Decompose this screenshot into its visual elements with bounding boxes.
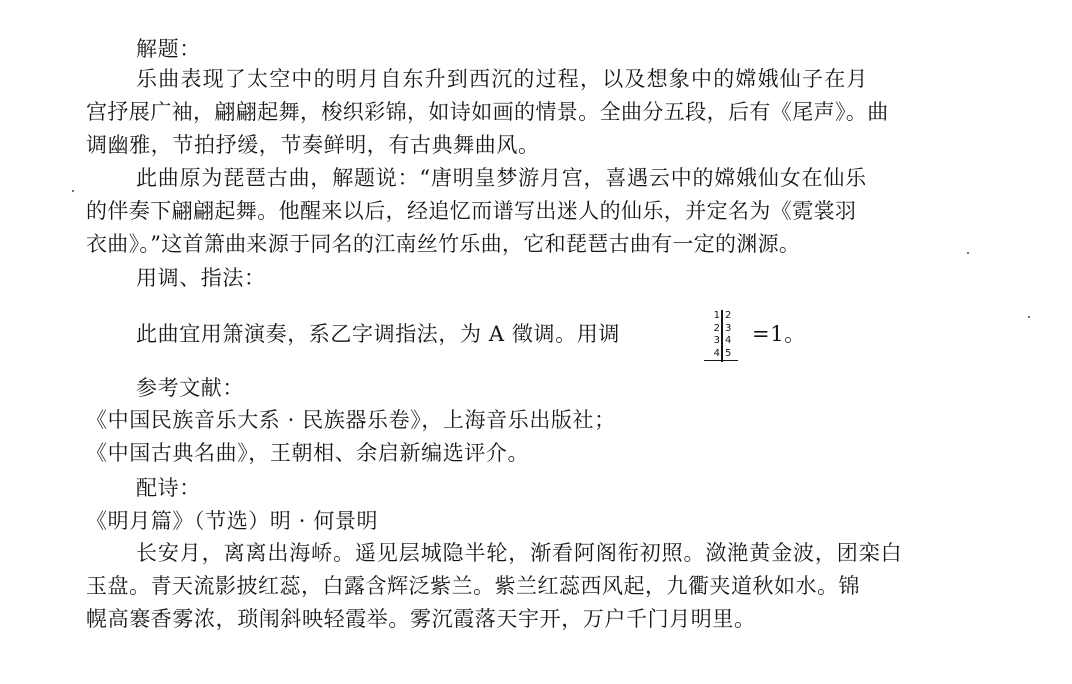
scan-speck (72, 190, 74, 192)
reference-item: 《中国古典名曲》，王朝相、余启新编选评介。 (86, 441, 530, 465)
tuning-notation (702, 310, 742, 362)
tuning-right-column (725, 310, 737, 360)
paragraph-line: 衣曲》。”这首箫曲来源于同名的江南丝竹乐曲，它和琵琶古曲有一定的渊源。 (86, 232, 801, 256)
section-heading-fingering: 用调、指法： (136, 266, 266, 290)
poem-line: 长安月，离离出海峤。遥见层城隐半轮，渐看阿阁衔初照。潋滟黄金波，团栾白 (136, 541, 903, 565)
tuning-underline (704, 360, 738, 361)
section-heading-references: 参考文献： (136, 376, 244, 400)
poem-title: 《明月篇》（节选）明 · 何景明 (86, 509, 379, 533)
scan-speck (1028, 316, 1030, 318)
poem-line: 玉盘。青天流影披红蕊，白露含辉泛紫兰。紫兰红蕊西风起，九衢夹道秋如水。锦 (86, 574, 860, 598)
scan-speck (967, 252, 969, 254)
tuning-number: 5 (725, 347, 732, 359)
tuning-divider (721, 310, 723, 362)
paragraph-line: 调幽雅，节拍抒缓，节奏鲜明，有古典舞曲风。 (86, 133, 540, 157)
tuning-number: 4 (725, 335, 732, 346)
tuning-number: 3 (713, 335, 720, 346)
paragraph-line: 的伴奏下翩翩起舞。他醒来以后，经追忆而谱写出迷人的仙乐，并定名为《霓裳羽 (86, 199, 857, 223)
reference-item: 《中国民族音乐大系 · 民族器乐卷》，上海音乐出版社； (86, 408, 616, 432)
tuning-left-column (708, 310, 720, 360)
poem-line: 幌高褰香雾浓，琐闱斜映轻霞举。雾沉霞落天宇开，万户千门月明里。 (86, 607, 756, 631)
section-heading-poem: 配诗： (136, 476, 201, 500)
paragraph-line: 宫抒展广袖，翩翩起舞，梭织彩锦，如诗如画的情景。全曲分五段，后有《尾声》。曲 (86, 100, 889, 124)
paragraph-line: 此曲原为琵琶古曲，解题说：“唐明皇梦游月宫，喜遇云中的嫦娥仙女在仙乐 (136, 166, 867, 190)
paragraph-line: 乐曲表现了太空中的明月自东升到西沉的过程，以及想象中的嫦娥仙子在月 (136, 67, 869, 91)
tuning-number: 3 (725, 322, 732, 334)
fingering-text: 此曲宜用箫演奏，系乙字调指法，为 A 徵调。用调 (136, 322, 620, 346)
section-heading-jieti: 解题： (136, 37, 201, 61)
tuning-number: 4 (713, 347, 720, 359)
tuning-number: 1 (713, 310, 720, 321)
fingering-equals: =1。 (752, 322, 806, 346)
tuning-number: 2 (713, 322, 720, 334)
tuning-number: 2 (725, 310, 732, 321)
